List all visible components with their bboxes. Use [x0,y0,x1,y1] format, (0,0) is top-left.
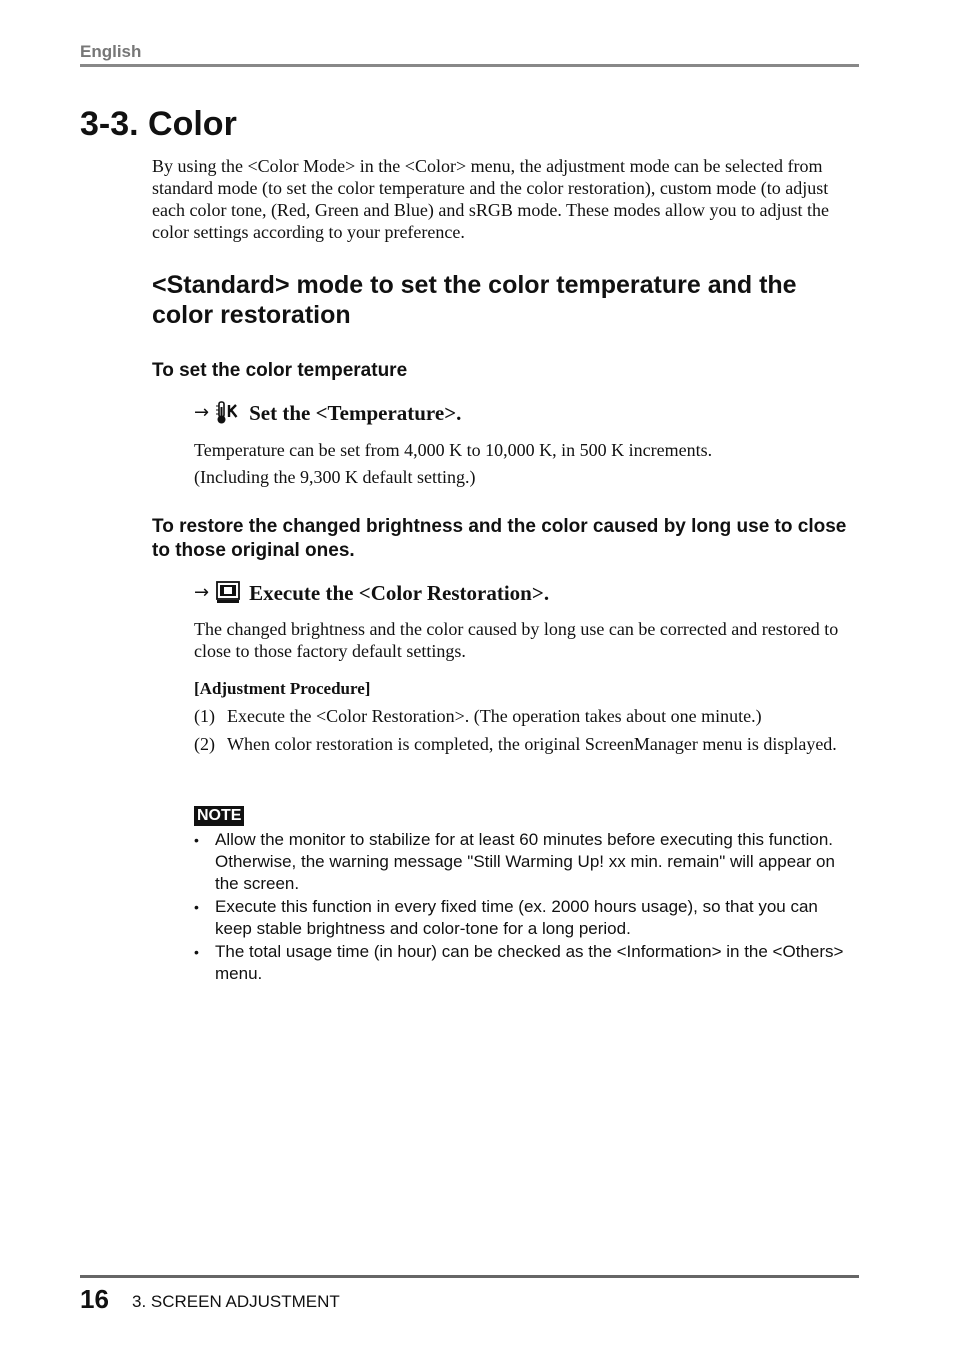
procedure-heading: [Adjustment Procedure] [194,679,371,698]
restoration-step-label: Execute the <Color Restoration>. [249,581,550,605]
note-item [194,941,849,985]
monitor-icon [215,581,243,605]
note-item [194,829,849,895]
bullet-icon: • [194,899,199,915]
procedure-item [194,733,844,755]
temperature-default-text: (Including the 9,300 K default setting.) [194,467,476,487]
section-heading: <Standard> mode to set the color temperature and the color restoration [152,271,797,329]
note-text: Execute this function in every fixed time (ex. 2000 hours usage), so that you can keep stable brightness and color-tone for a long period. [215,897,818,938]
procedure-text: Execute the <Color Restoration>. (The operation takes about one minute.) [227,706,762,726]
arrow-icon: → [194,402,210,423]
temperature-step [194,400,461,426]
bullet-icon: • [194,832,199,848]
note-list [194,829,849,986]
header-rule [80,64,859,67]
temperature-description [194,437,844,491]
note-badge: NOTE [194,806,244,826]
note-item [194,896,849,940]
arrow-icon: → [194,582,210,603]
procedure-text: When color restoration is completed, the original ScreenManager menu is displayed. [227,734,837,754]
note-text: Allow the monitor to stabilize for at least 60 minutes before executing this function. Otherwise, the warning message "Still Warming Up! xx min. remain" will appear on the screen. [215,830,835,893]
page-number: 16 [80,1284,109,1314]
temperature-step-label: Set the <Temperature>. [249,401,462,425]
bullet-icon: • [194,944,199,960]
restoration-step [194,580,549,606]
restoration-description: The changed brightness and the color caused by long use can be corrected and restored to close to those factory default settings. [194,619,839,661]
temperature-heading: To set the color temperature [152,360,408,381]
restoration-heading: To restore the changed brightness and the color caused by long use to close to those original ones. [152,516,847,561]
procedure-number: (2) [194,734,215,754]
intro-paragraph: By using the <Color Mode> in the <Color> menu, the adjustment mode can be selected from standard mode (to set the color temperature and the color restoration), custom mode (to adjust each color tone, (Red, Green and Blue) and sRGB mode. These modes allow you to adjust the color settings according to your preference. [152,156,830,242]
footer-section: 3. SCREEN ADJUSTMENT [132,1292,340,1311]
note-text: The total usage time (in hour) can be checked as the <Information> in the <Others> menu. [215,942,844,983]
procedure-item [194,705,844,727]
page-title: 3-3. Color [80,105,237,143]
thermometer-k-icon [215,401,243,425]
footer-rule [80,1275,859,1278]
procedure-number: (1) [194,706,215,726]
procedure-list [194,705,844,761]
header-language: English [80,42,142,61]
temperature-range-text: Temperature can be set from 4,000 K to 10,000 K, in 500 K increments. [194,440,713,460]
